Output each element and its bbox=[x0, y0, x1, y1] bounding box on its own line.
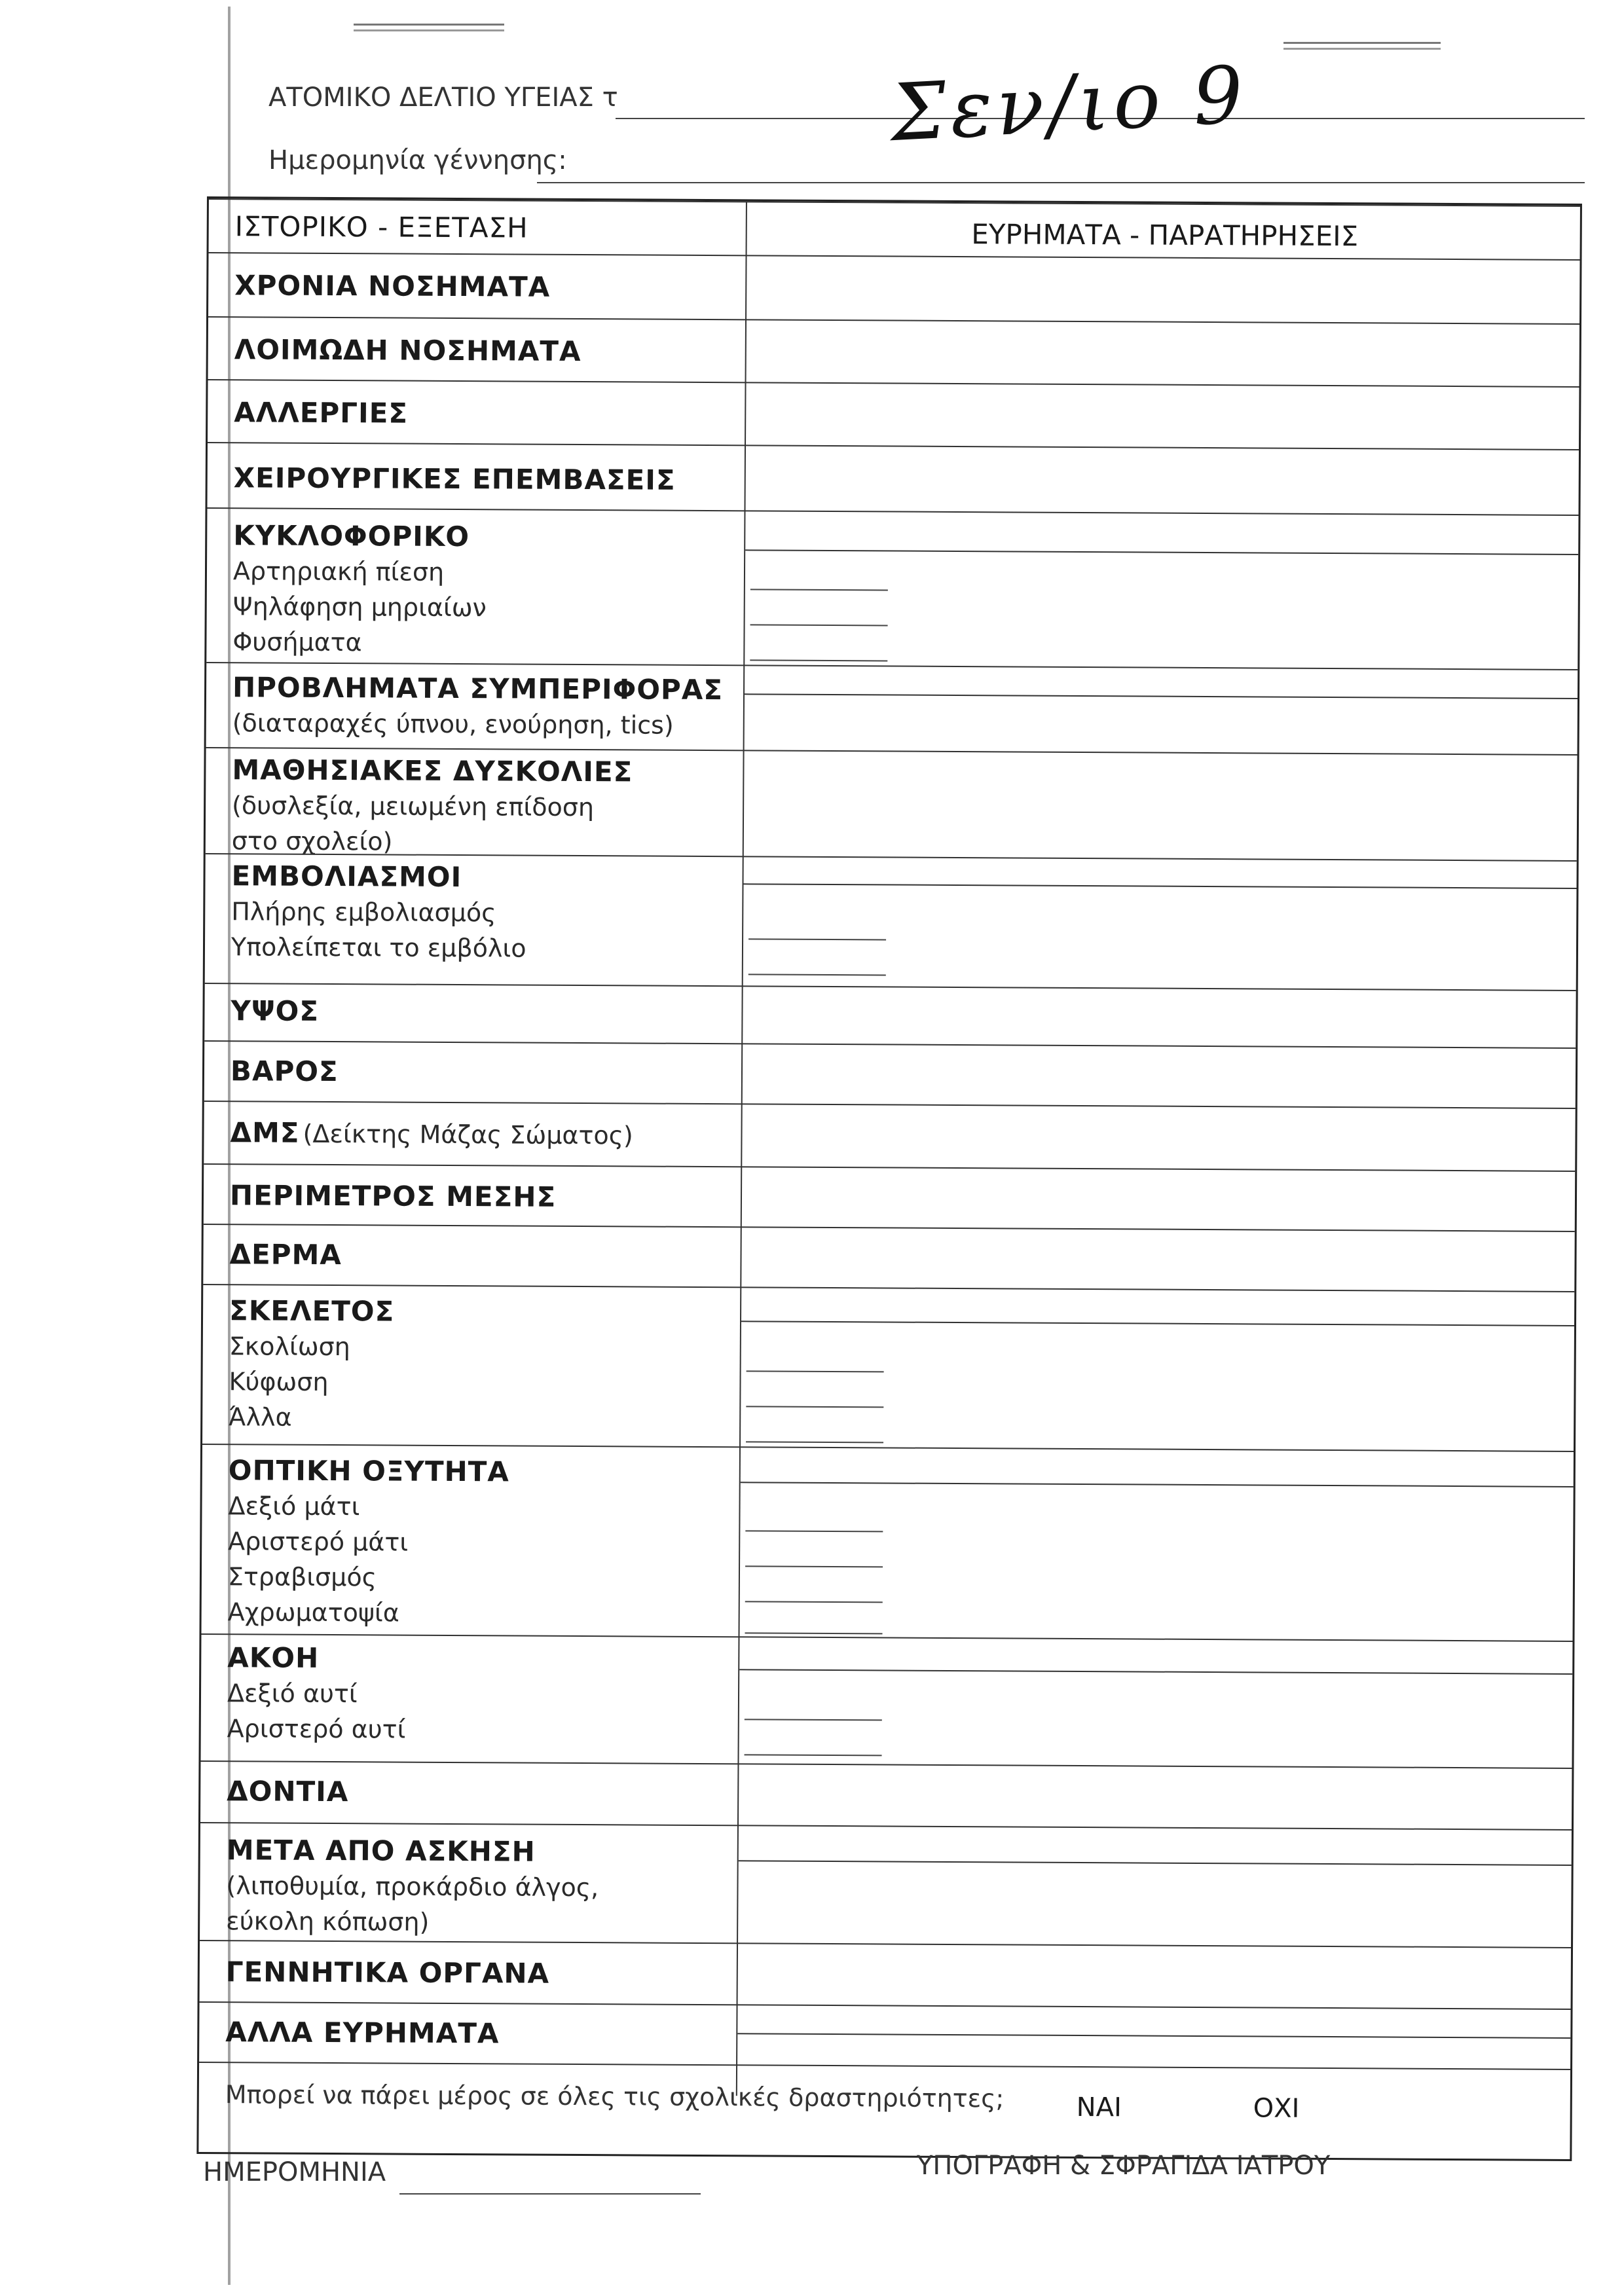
sub-item-other: Άλλα bbox=[229, 1402, 292, 1432]
row-learning[interactable] bbox=[206, 747, 1578, 860]
row-label-group bbox=[232, 752, 730, 861]
row-label: ΜΑΘΗΣΙΑΚΕΣ ΔΥΣΚΟΛΙΕΣ bbox=[232, 754, 633, 788]
row-note-2: στο σχολείο) bbox=[231, 826, 393, 856]
record-label: ΑΤΟΜΙΚΟ ΔΕΛΤΙΟ ΥΓΕΙΑΣ τ bbox=[268, 82, 618, 113]
row-label-group bbox=[230, 1115, 728, 1159]
signature-stamp-label: ΥΠΟΓΡΑΦΗ & ΣΦΡΑΓΙΔΑ ΙΑΤΡΟΥ bbox=[917, 2151, 1331, 2181]
sub-item-full-vaccination: Πλήρης εμβολιασμός bbox=[231, 897, 496, 928]
row-label: ΕΜΒΟΛΙΑΣΜΟΙ bbox=[231, 860, 462, 894]
sub-item-blood-pressure: Αρτηριακή πίεση bbox=[232, 556, 445, 587]
row-note-2: εύκολη κόπωση) bbox=[226, 1906, 430, 1937]
row-vision[interactable] bbox=[202, 1444, 1574, 1641]
consent-question: Μπορεί να πάρει μέρος σε όλες τις σχολικές δραστηριότητες; bbox=[225, 2080, 1005, 2113]
health-form-table bbox=[196, 196, 1582, 2161]
row-other-findings[interactable] bbox=[199, 2001, 1570, 2069]
row-hearing[interactable] bbox=[200, 1633, 1572, 1768]
sub-item-left-ear: Αριστερό αυτί bbox=[227, 1714, 406, 1744]
cell-divider bbox=[745, 549, 1578, 555]
femoral-palpation-field[interactable] bbox=[750, 624, 888, 626]
kyphosis-field[interactable] bbox=[746, 1406, 883, 1408]
row-skeleton[interactable] bbox=[202, 1284, 1574, 1451]
row-note: (Δείκτης Μάζας Σώματος) bbox=[303, 1119, 633, 1150]
right-ear-field[interactable] bbox=[745, 1719, 882, 1721]
row-behavior[interactable] bbox=[206, 662, 1578, 754]
row-circulatory[interactable] bbox=[206, 507, 1578, 669]
row-label-group bbox=[232, 670, 731, 743]
sub-item-missing-vaccine: Υπολείπεται το εμβόλιο bbox=[231, 932, 526, 963]
sub-item-left-eye: Αριστερό μάτι bbox=[228, 1527, 409, 1557]
row-waist[interactable] bbox=[204, 1163, 1575, 1231]
missing-vaccine-field[interactable] bbox=[748, 974, 886, 975]
row-bmi[interactable] bbox=[204, 1101, 1575, 1171]
sub-item-scoliosis: Σκολίωση bbox=[229, 1332, 350, 1362]
blood-pressure-field[interactable] bbox=[750, 589, 888, 591]
sub-item-strabismus: Στραβισμός bbox=[227, 1562, 377, 1592]
cell-divider bbox=[745, 693, 1578, 699]
row-label: ΑΛΛΑ ΕΥΡΗΜΑΤΑ bbox=[225, 2016, 500, 2050]
row-chronic[interactable] bbox=[208, 252, 1579, 323]
cell-divider bbox=[741, 1321, 1574, 1326]
cell-divider bbox=[739, 1669, 1572, 1675]
sub-item-femoral-palpation: Ψηλάφηση μηριαίων bbox=[232, 592, 487, 623]
sub-item-kyphosis: Κύφωση bbox=[229, 1367, 329, 1396]
full-vaccination-field[interactable] bbox=[748, 938, 886, 940]
row-label: ΚΥΚΛΟΦΟΡΙΚΟ bbox=[233, 519, 470, 553]
row-height[interactable] bbox=[204, 983, 1576, 1048]
birthdate-line[interactable] bbox=[537, 182, 1585, 183]
row-label: ΟΠΤΙΚΗ ΟΞΥΤΗΤΑ bbox=[228, 1454, 509, 1488]
cell-divider bbox=[741, 1482, 1574, 1487]
row-label: ΔΜΣ bbox=[230, 1116, 300, 1149]
row-allergies[interactable] bbox=[208, 379, 1579, 449]
row-label: ΑΛΛΕΡΓΙΕΣ bbox=[234, 396, 409, 429]
murmurs-field[interactable] bbox=[750, 659, 887, 661]
row-label: ΒΑΡΟΣ bbox=[230, 1055, 339, 1088]
row-label: ΜΕΤΑ ΑΠΟ ΑΣΚΗΣΗ bbox=[226, 1834, 536, 1868]
row-label: ΧΡΟΝΙΑ ΝΟΣΗΜΑΤΑ bbox=[234, 269, 551, 303]
col-right-header: ΕΥΡΗΜΑΤΑ - ΠΑΡΑΤΗΡΗΣΕΙΣ bbox=[971, 218, 1359, 253]
row-label-group bbox=[229, 1293, 727, 1437]
row-label: ΛΟΙΜΩΔΗ ΝΟΣΗΜΑΤΑ bbox=[234, 333, 581, 367]
row-label-group bbox=[228, 1453, 726, 1632]
row-label-group bbox=[232, 518, 731, 662]
row-label-group bbox=[226, 1832, 724, 1941]
sub-item-right-eye: Δεξιό μάτι bbox=[228, 1491, 360, 1522]
row-teeth[interactable] bbox=[200, 1760, 1572, 1829]
color-blindness-field[interactable] bbox=[745, 1632, 883, 1634]
cell-divider bbox=[744, 883, 1577, 889]
table-header-row bbox=[209, 198, 1580, 259]
footer-date-field[interactable] bbox=[399, 2193, 701, 2195]
left-ear-field[interactable] bbox=[745, 1754, 882, 1756]
row-surgeries[interactable] bbox=[208, 442, 1579, 515]
sub-item-color-blindness: Αχρωματοψία bbox=[227, 1597, 400, 1628]
row-label: ΠΕΡΙΜΕΤΡΟΣ ΜΕΣΗΣ bbox=[229, 1179, 557, 1213]
consent-yes-option[interactable]: ΝΑΙ bbox=[1076, 2092, 1122, 2123]
decorative-line-right bbox=[1283, 42, 1441, 50]
right-eye-field[interactable] bbox=[745, 1530, 883, 1532]
row-note-1: (λιποθυμία, προκάρδιο άλγος, bbox=[226, 1871, 599, 1903]
row-note-1: (δυσλεξία, μειωμένη επίδοση bbox=[232, 791, 595, 822]
row-label: ΠΡΟΒΛΗΜΑΤΑ ΣΥΜΠΕΡΙΦΟΡΑΣ bbox=[232, 671, 724, 706]
strabismus-field[interactable] bbox=[745, 1601, 883, 1603]
decorative-line-left bbox=[354, 24, 504, 31]
row-infectious[interactable] bbox=[208, 316, 1579, 386]
row-label: ΔΕΡΜΑ bbox=[229, 1238, 342, 1271]
left-eye-field[interactable] bbox=[745, 1565, 883, 1567]
handwritten-name: Σεν/ιο 9 bbox=[888, 49, 1249, 160]
birthdate-label: Ημερομηνία γέννησης: bbox=[268, 145, 567, 175]
skeleton-other-field[interactable] bbox=[746, 1441, 883, 1443]
row-consent bbox=[198, 2062, 1570, 2163]
cell-divider bbox=[737, 2033, 1570, 2039]
sub-item-right-ear: Δεξιό αυτί bbox=[227, 1679, 358, 1709]
row-weight[interactable] bbox=[204, 1040, 1576, 1108]
row-label: ΣΚΕΛΕΤΟΣ bbox=[229, 1294, 395, 1328]
row-genitals[interactable] bbox=[200, 1940, 1571, 2009]
scoliosis-field[interactable] bbox=[747, 1370, 884, 1372]
sub-item-murmurs: Φυσήματα bbox=[232, 627, 362, 657]
col-left-header: ΙΣΤΟΡΙΚΟ - ΕΞΕΤΑΣΗ bbox=[234, 210, 528, 244]
consent-no-option[interactable]: ΟΧΙ bbox=[1253, 2093, 1300, 2124]
row-skin[interactable] bbox=[203, 1224, 1574, 1291]
cell-divider bbox=[739, 1860, 1572, 1866]
row-label: ΓΕΝΝΗΤΙΚΑ ΟΡΓΑΝΑ bbox=[225, 1956, 550, 1990]
row-vaccinations[interactable] bbox=[205, 853, 1577, 990]
row-exercise[interactable] bbox=[200, 1822, 1572, 1947]
row-label: ΑΚΟΗ bbox=[227, 1641, 320, 1674]
row-label: ΥΨΟΣ bbox=[231, 994, 320, 1027]
row-label-group bbox=[231, 858, 729, 967]
row-label-group bbox=[227, 1640, 726, 1749]
row-label: ΧΕΙΡΟΥΡΓΙΚΕΣ ΕΠΕΜΒΑΣΕΙΣ bbox=[233, 462, 676, 496]
footer-date-label: ΗΜΕΡΟΜΗΝΙΑ bbox=[203, 2157, 386, 2187]
row-label: ΔΟΝΤΙΑ bbox=[227, 1775, 349, 1808]
row-note: (διαταραχές ύπνου, ενούρηση, tics) bbox=[232, 708, 674, 740]
